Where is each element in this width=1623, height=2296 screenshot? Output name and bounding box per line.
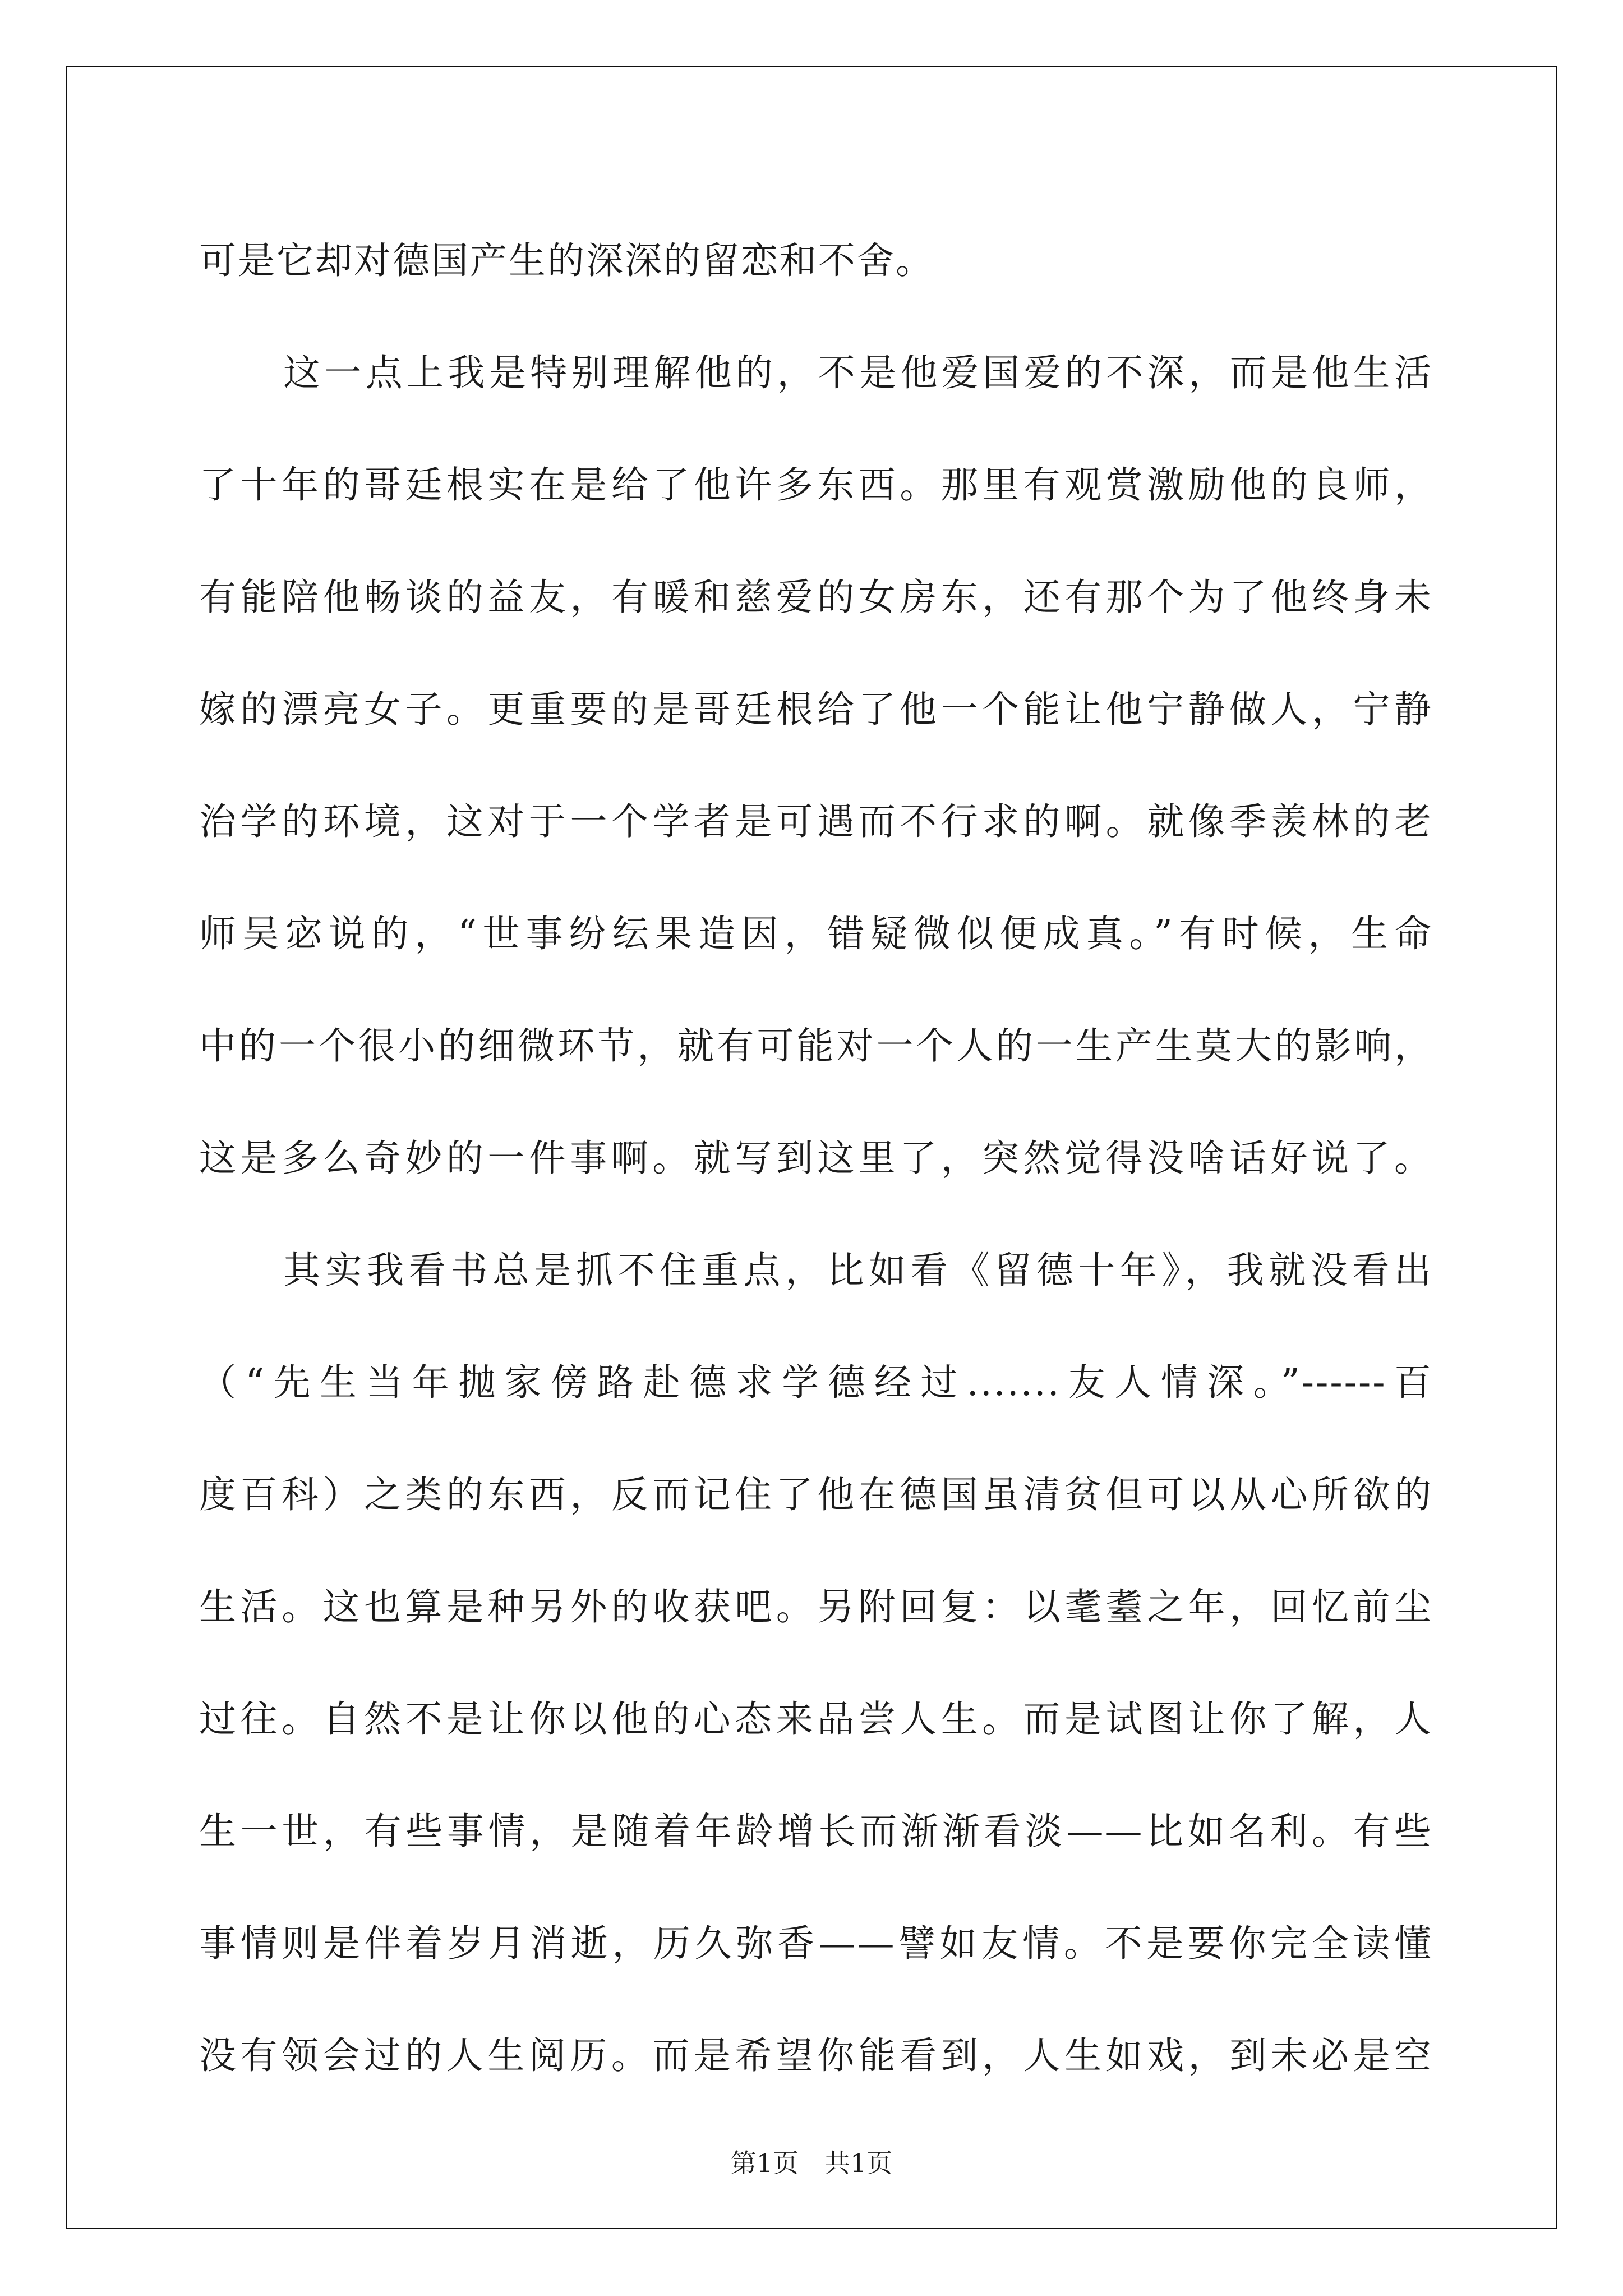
text-line: 治学的环境，这对于一个学者是可遇而不行求的啊。就像季羡林的老 [199, 800, 1433, 843]
text-line: 这一点上我是特别理解他的，不是他爱国爱的不深，而是他生活 [283, 351, 1433, 394]
text-line: 事情则是伴着岁月消逝，历久弥香——譬如友情。不是要你完全读懂 [199, 1922, 1433, 1965]
text-line: 生活。这也算是种另外的收获吧。另附回复：以耄耋之年，回忆前尘 [199, 1585, 1433, 1628]
text-line: 有能陪他畅谈的益友，有暖和慈爱的女房东，还有那个为了他终身未 [199, 576, 1433, 619]
text-line: 度百科）之类的东西，反而记住了他在德国虽清贫但可以从心所欲的 [199, 1473, 1433, 1516]
page-number: 第1页 共1页 [730, 2148, 893, 2178]
text-line: （“先生当年抛家傍路赴德求学德经过.......友人情深。”------百 [199, 1361, 1433, 1404]
text-line: 了十年的哥廷根实在是给了他许多东西。那里有观赏激励他的良师， [199, 463, 1433, 507]
text-line: 这是多么奇妙的一件事啊。就写到这里了，突然觉得没啥话好说了。 [199, 1137, 1433, 1180]
text-line: 嫁的漂亮女子。更重要的是哥廷根给了他一个能让他宁静做人，宁静 [199, 688, 1433, 731]
text-line: 过往。自然不是让你以他的心态来品尝人生。而是试图让你了解，人 [199, 1697, 1433, 1741]
text-line: 没有领会过的人生阅历。而是希望你能看到，人生如戏，到未必是空 [199, 2034, 1433, 2077]
body-text [199, 205, 1433, 2112]
text-line: 生一世，有些事情，是随着年龄增长而渐渐看淡——比如名利。有些 [199, 1810, 1433, 1853]
text-line: 中的一个很小的细微环节，就有可能对一个人的一生产生莫大的影响， [199, 1024, 1433, 1068]
text-line: 师吴宓说的，“世事纷纭果造因，错疑微似便成真。”有时候，生命 [199, 912, 1433, 955]
text-line: 其实我看书总是抓不住重点，比如看《留德十年》，我就没看出 [283, 1249, 1433, 1292]
text-line: 可是它却对德国产生的深深的留恋和不舍。 [199, 239, 934, 282]
